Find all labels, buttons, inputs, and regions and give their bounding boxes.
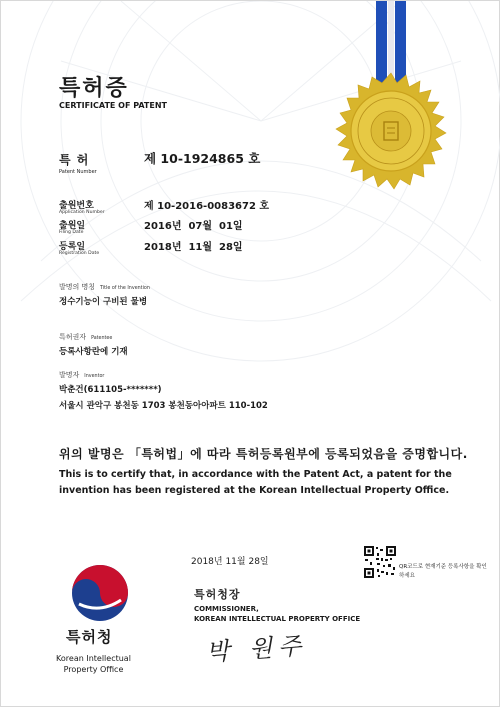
certification-statement-ko: 위의 발명은 「특허법」에 따라 특허등록원부에 등록되었음을 증명합니다. <box>59 447 468 461</box>
patentee-value: 등록사항란에 기재 <box>59 347 128 357</box>
inventor-label <box>59 370 104 380</box>
patent-number-value: 제 10-1924865 호 <box>144 151 261 166</box>
invention-title-label-en: Title of the Invention <box>100 286 150 291</box>
registration-date-label-en: Registration Date <box>59 251 100 256</box>
commissioner-title-en <box>194 604 394 624</box>
inventor-name: 박춘건(611105-*******) <box>59 385 162 395</box>
patentee-label <box>59 332 112 342</box>
patent-number-label: 특 허 <box>59 153 90 167</box>
kipo-taegeuk-logo-icon <box>71 564 129 622</box>
commissioner-title-en-line2: KOREAN INTELLECTUAL PROPERTY OFFICE <box>194 615 361 623</box>
invention-title-label-ko: 발명의 명칭 <box>59 283 96 291</box>
inventor-label-en: Inventor <box>84 374 105 379</box>
commissioner-title-en-line1: COMMISSIONER, <box>194 605 259 613</box>
invention-title-value: 정수기능이 구비된 물병 <box>59 297 148 307</box>
inventor-label-ko: 발명자 <box>59 371 80 379</box>
registration-date-label: 등록일 <box>59 242 86 252</box>
certificate-title-en: CERTIFICATE OF PATENT <box>59 101 167 110</box>
patentee-label-ko: 특허권자 <box>59 333 87 341</box>
gold-seal-with-ribbon <box>331 1 461 201</box>
application-number-value: 제 10-2016-0083672 호 <box>144 201 270 212</box>
commissioner-signature: 박 원주 <box>205 631 309 667</box>
patent-number-label-en: Patent Number <box>59 169 97 175</box>
certificate-title: 특허증 <box>59 76 129 101</box>
issue-date: 2018년 11월 28일 <box>191 557 269 567</box>
application-number-label-en: Application Number <box>59 210 105 215</box>
invention-title-label <box>59 282 150 292</box>
inventor-address: 서울시 관악구 봉천동 1703 봉천동아아파트 110-102 <box>59 401 268 411</box>
filing-date-value: 2016년 07월 01일 <box>144 221 243 232</box>
qr-code-note: QR코드로 현재기준 등록사항을 확인하세요 <box>399 564 487 579</box>
filing-date-label-en: Filing Date <box>59 230 84 235</box>
registration-date-value: 2018년 11월 28일 <box>144 242 243 253</box>
office-logo-name-ko: 특허청 <box>66 628 113 646</box>
commissioner-title-ko: 특허청장 <box>194 588 241 601</box>
filing-date-label: 출원일 <box>59 221 86 231</box>
certification-statement-en: This is to certify that, in accordance with the Patent Act, a patent for the invention has been registered at the Korean Intellectual Property Office. <box>59 469 452 496</box>
application-number-label: 출원번호 <box>59 201 94 211</box>
qr-code-icon <box>363 545 397 579</box>
patentee-label-en: Patentee <box>91 336 113 341</box>
office-logo-name-en: Korean Intellectual Property Office <box>56 654 131 674</box>
